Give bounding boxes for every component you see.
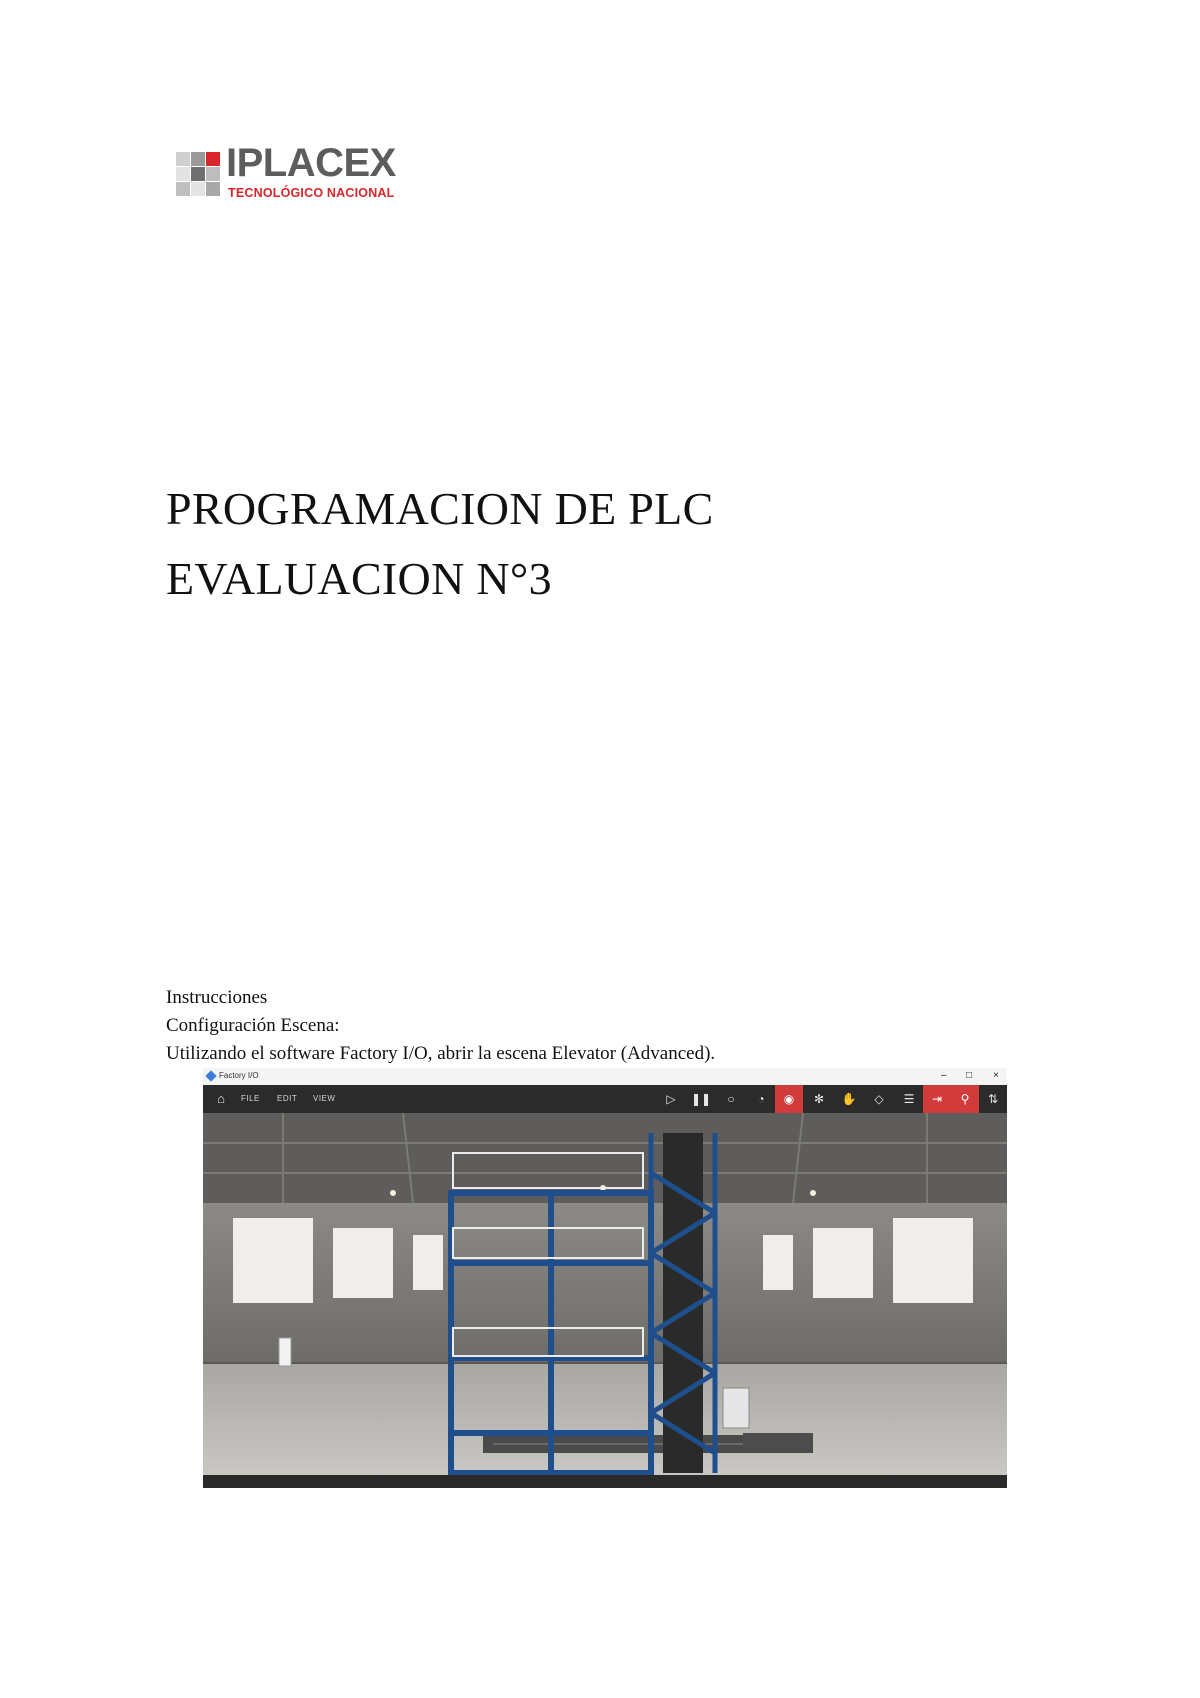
instructions-heading: Instrucciones: [166, 987, 268, 1008]
logo-tagline: TECNOLÓGICO NACIONAL: [228, 186, 395, 200]
driver-icon: ⇥: [923, 1085, 951, 1113]
factory-io-app-icon: [205, 1070, 216, 1081]
factory-io-screenshot: [203, 1068, 1007, 1488]
globe-icon: ✻: [813, 1092, 825, 1106]
app-toolbar: [203, 1085, 1007, 1113]
list-icon: ☰: [903, 1092, 915, 1106]
close-icon: ×: [993, 1070, 999, 1081]
timer-icon: ◔: [757, 1092, 765, 1106]
app-statusbar: [203, 1475, 1007, 1488]
pause-icon: ❚❚: [690, 1092, 712, 1106]
instruction-text: Utilizando el software Factory I/O, abrir la escena Elevator (Advanced).: [166, 1043, 716, 1064]
warehouse-scene: [203, 1113, 1007, 1475]
iplacex-logo: [176, 141, 416, 204]
window-titlebar: [203, 1068, 1007, 1085]
home-icon: ⌂: [217, 1091, 225, 1106]
hand-icon: ✋: [841, 1092, 857, 1106]
menu-file: FILE: [241, 1094, 260, 1103]
menu-edit: EDIT: [277, 1094, 298, 1103]
window-title: Factory I/O: [219, 1071, 259, 1080]
scene-config-heading: Configuración Escena:: [166, 1015, 340, 1036]
reset-icon: ○: [727, 1092, 735, 1106]
light-icon: ◇: [874, 1092, 884, 1106]
minimize-icon: –: [941, 1070, 947, 1081]
play-icon: ▷: [666, 1092, 676, 1106]
maximize-icon: □: [966, 1070, 973, 1081]
document-title-line-2: EVALUACION N°3: [166, 553, 552, 604]
document-title-line-1: PROGRAMACION DE PLC: [166, 483, 714, 534]
logo-wordmark: IPLACEX: [226, 141, 396, 185]
camera-icon: ◉: [775, 1085, 803, 1113]
menu-view: VIEW: [313, 1094, 336, 1103]
logo-mosaic-icon: [176, 152, 222, 200]
zoom-icon: ⚲: [951, 1085, 979, 1113]
settings-icon: ⇅: [987, 1092, 999, 1106]
